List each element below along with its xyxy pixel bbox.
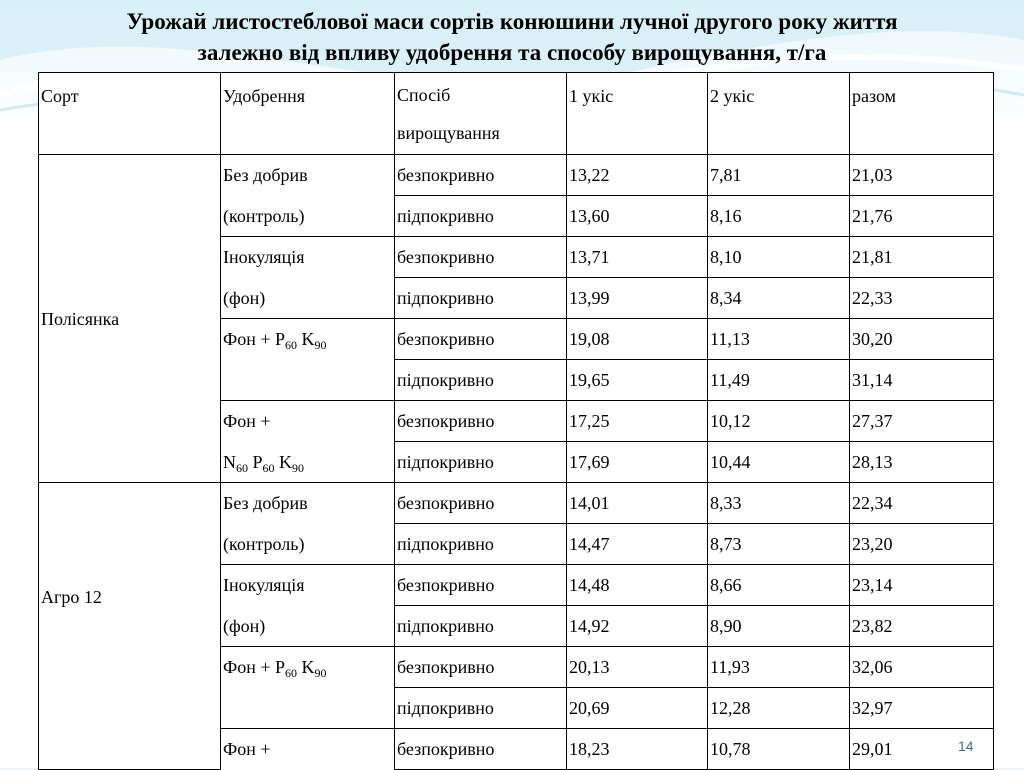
method-cell: безпокривно xyxy=(395,565,567,606)
cut2-cell: 8,33 xyxy=(708,483,850,524)
total-cell: 23,14 xyxy=(850,565,994,606)
method-cell: підпокривно xyxy=(395,360,567,401)
cut1-cell: 14,92 xyxy=(567,606,708,647)
cut2-cell: 8,10 xyxy=(708,237,850,278)
method-cell: підпокривно xyxy=(395,606,567,647)
method-cell: безпокривно xyxy=(395,401,567,442)
cut1-cell: 19,65 xyxy=(567,360,708,401)
fertilizer-k: K xyxy=(279,451,293,472)
method-cell: безпокривно xyxy=(395,647,567,688)
cut2-cell: 8,66 xyxy=(708,565,850,606)
cut2-cell: 8,73 xyxy=(708,524,850,565)
total-cell: 23,82 xyxy=(850,606,994,647)
cut1-cell: 13,71 xyxy=(567,237,708,278)
cut1-cell: 18,23 xyxy=(567,729,708,770)
method-cell: підпокривно xyxy=(395,524,567,565)
total-cell: 27,37 xyxy=(850,401,994,442)
cut1-cell: 17,25 xyxy=(567,401,708,442)
variety-cell-agro12: Агро 12 xyxy=(39,483,221,770)
cut2-cell: 8,90 xyxy=(708,606,850,647)
cut1-cell: 20,69 xyxy=(567,688,708,729)
fertilizer-npk-line1: Фон + xyxy=(221,401,395,442)
yield-table xyxy=(38,72,994,770)
total-cell: 21,81 xyxy=(850,237,994,278)
header-method xyxy=(395,73,567,155)
method-cell: підпокривно xyxy=(395,278,567,319)
cut1-cell: 19,08 xyxy=(567,319,708,360)
fertilizer-p: P xyxy=(275,657,286,677)
header-cut-2: 2 укіс xyxy=(708,73,850,155)
fertilizer-n-sub: 60 xyxy=(236,460,248,475)
cut1-cell: 13,99 xyxy=(567,278,708,319)
fertilizer-k-sub: 90 xyxy=(292,460,305,475)
slide-title xyxy=(0,6,1024,68)
total-cell: 30,20 xyxy=(850,319,994,360)
table-row xyxy=(39,155,994,196)
fertilizer-k-sub: 90 xyxy=(314,666,327,680)
fertilizer-p-sub: 60 xyxy=(285,338,298,352)
fertilizer-inoc-line2: (фон) xyxy=(221,278,395,319)
header-cut-1: 1 укіс xyxy=(567,73,708,155)
cut1-cell: 20,13 xyxy=(567,647,708,688)
total-cell: 28,13 xyxy=(850,442,994,483)
total-cell: 23,20 xyxy=(850,524,994,565)
fertilizer-pk-empty xyxy=(221,360,395,401)
total-cell: 22,34 xyxy=(850,483,994,524)
header-total: разом xyxy=(850,73,994,155)
method-cell: підпокривно xyxy=(395,442,567,483)
cut2-cell: 11,93 xyxy=(708,647,850,688)
fertilizer-k: K xyxy=(301,329,315,349)
fertilizer-npk-line2 xyxy=(221,442,395,483)
cut2-cell: 10,44 xyxy=(708,442,850,483)
total-cell: 29,01 xyxy=(850,729,994,770)
fertilizer-p: P xyxy=(275,329,286,349)
fertilizer-n: N xyxy=(223,451,236,472)
fertilizer-pk-empty xyxy=(221,688,395,729)
header-method-line2: вирощування xyxy=(397,123,500,143)
variety-cell-polisianka: Полісянка xyxy=(39,155,221,483)
fertilizer-inoc-line1: Інокуляція xyxy=(221,237,395,278)
fertilizer-none-line2: (контроль) xyxy=(221,524,395,565)
total-cell: 21,76 xyxy=(850,196,994,237)
total-cell: 22,33 xyxy=(850,278,994,319)
method-cell: безпокривно xyxy=(395,319,567,360)
cut1-cell: 13,22 xyxy=(567,155,708,196)
yield-table-container xyxy=(38,72,993,770)
cut2-cell: 10,78 xyxy=(708,729,850,770)
cut2-cell: 11,13 xyxy=(708,319,850,360)
method-cell: безпокривно xyxy=(395,237,567,278)
total-cell: 21,03 xyxy=(850,155,994,196)
method-cell: підпокривно xyxy=(395,688,567,729)
cut1-cell: 17,69 xyxy=(567,442,708,483)
total-cell: 31,14 xyxy=(850,360,994,401)
table-row xyxy=(39,483,994,524)
cut1-cell: 14,47 xyxy=(567,524,708,565)
method-cell: безпокривно xyxy=(395,155,567,196)
total-cell: 32,97 xyxy=(850,688,994,729)
cut2-cell: 7,81 xyxy=(708,155,850,196)
fertilizer-k: K xyxy=(301,657,315,677)
fertilizer-none-line2: (контроль) xyxy=(221,196,395,237)
method-cell: підпокривно xyxy=(395,196,567,237)
header-variety: Сорт xyxy=(39,73,221,155)
fertilizer-pk xyxy=(221,319,395,360)
method-cell: безпокривно xyxy=(395,483,567,524)
fertilizer-k-sub: 90 xyxy=(314,338,327,352)
fertilizer-p: P xyxy=(252,451,263,472)
header-fertilizer: Удобрення xyxy=(221,73,395,155)
cut2-cell: 11,49 xyxy=(708,360,850,401)
method-cell: безпокривно xyxy=(395,729,567,770)
title-line-1: Урожай листостеблової маси сортів конюшини лучної другого року життя xyxy=(126,9,898,34)
total-cell: 32,06 xyxy=(850,647,994,688)
header-method-line1: Спосіб xyxy=(397,85,451,105)
cut1-cell: 13,60 xyxy=(567,196,708,237)
fertilizer-inoc-line2: (фон) xyxy=(221,606,395,647)
fertilizer-pk xyxy=(221,647,395,688)
fertilizer-none-line1: Без добрив xyxy=(221,155,395,196)
cut1-cell: 14,48 xyxy=(567,565,708,606)
fertilizer-pk-prefix: Фон + xyxy=(223,329,276,349)
fertilizer-inoc-line1: Інокуляція xyxy=(221,565,395,606)
cut2-cell: 10,12 xyxy=(708,401,850,442)
fertilizer-none-line1: Без добрив xyxy=(221,483,395,524)
fertilizer-pk-prefix: Фон + xyxy=(223,657,276,677)
fertilizer-npk-line1: Фон + xyxy=(221,729,395,770)
fertilizer-p-sub: 60 xyxy=(285,666,298,680)
cut2-cell: 8,16 xyxy=(708,196,850,237)
cut2-cell: 12,28 xyxy=(708,688,850,729)
page-number: 14 xyxy=(958,738,974,754)
cut2-cell: 8,34 xyxy=(708,278,850,319)
title-line-2: залежно від впливу удобрення та способу вирощування, т/га xyxy=(197,40,827,65)
cut1-cell: 14,01 xyxy=(567,483,708,524)
fertilizer-p-sub: 60 xyxy=(262,460,275,475)
table-header-row xyxy=(39,73,994,155)
